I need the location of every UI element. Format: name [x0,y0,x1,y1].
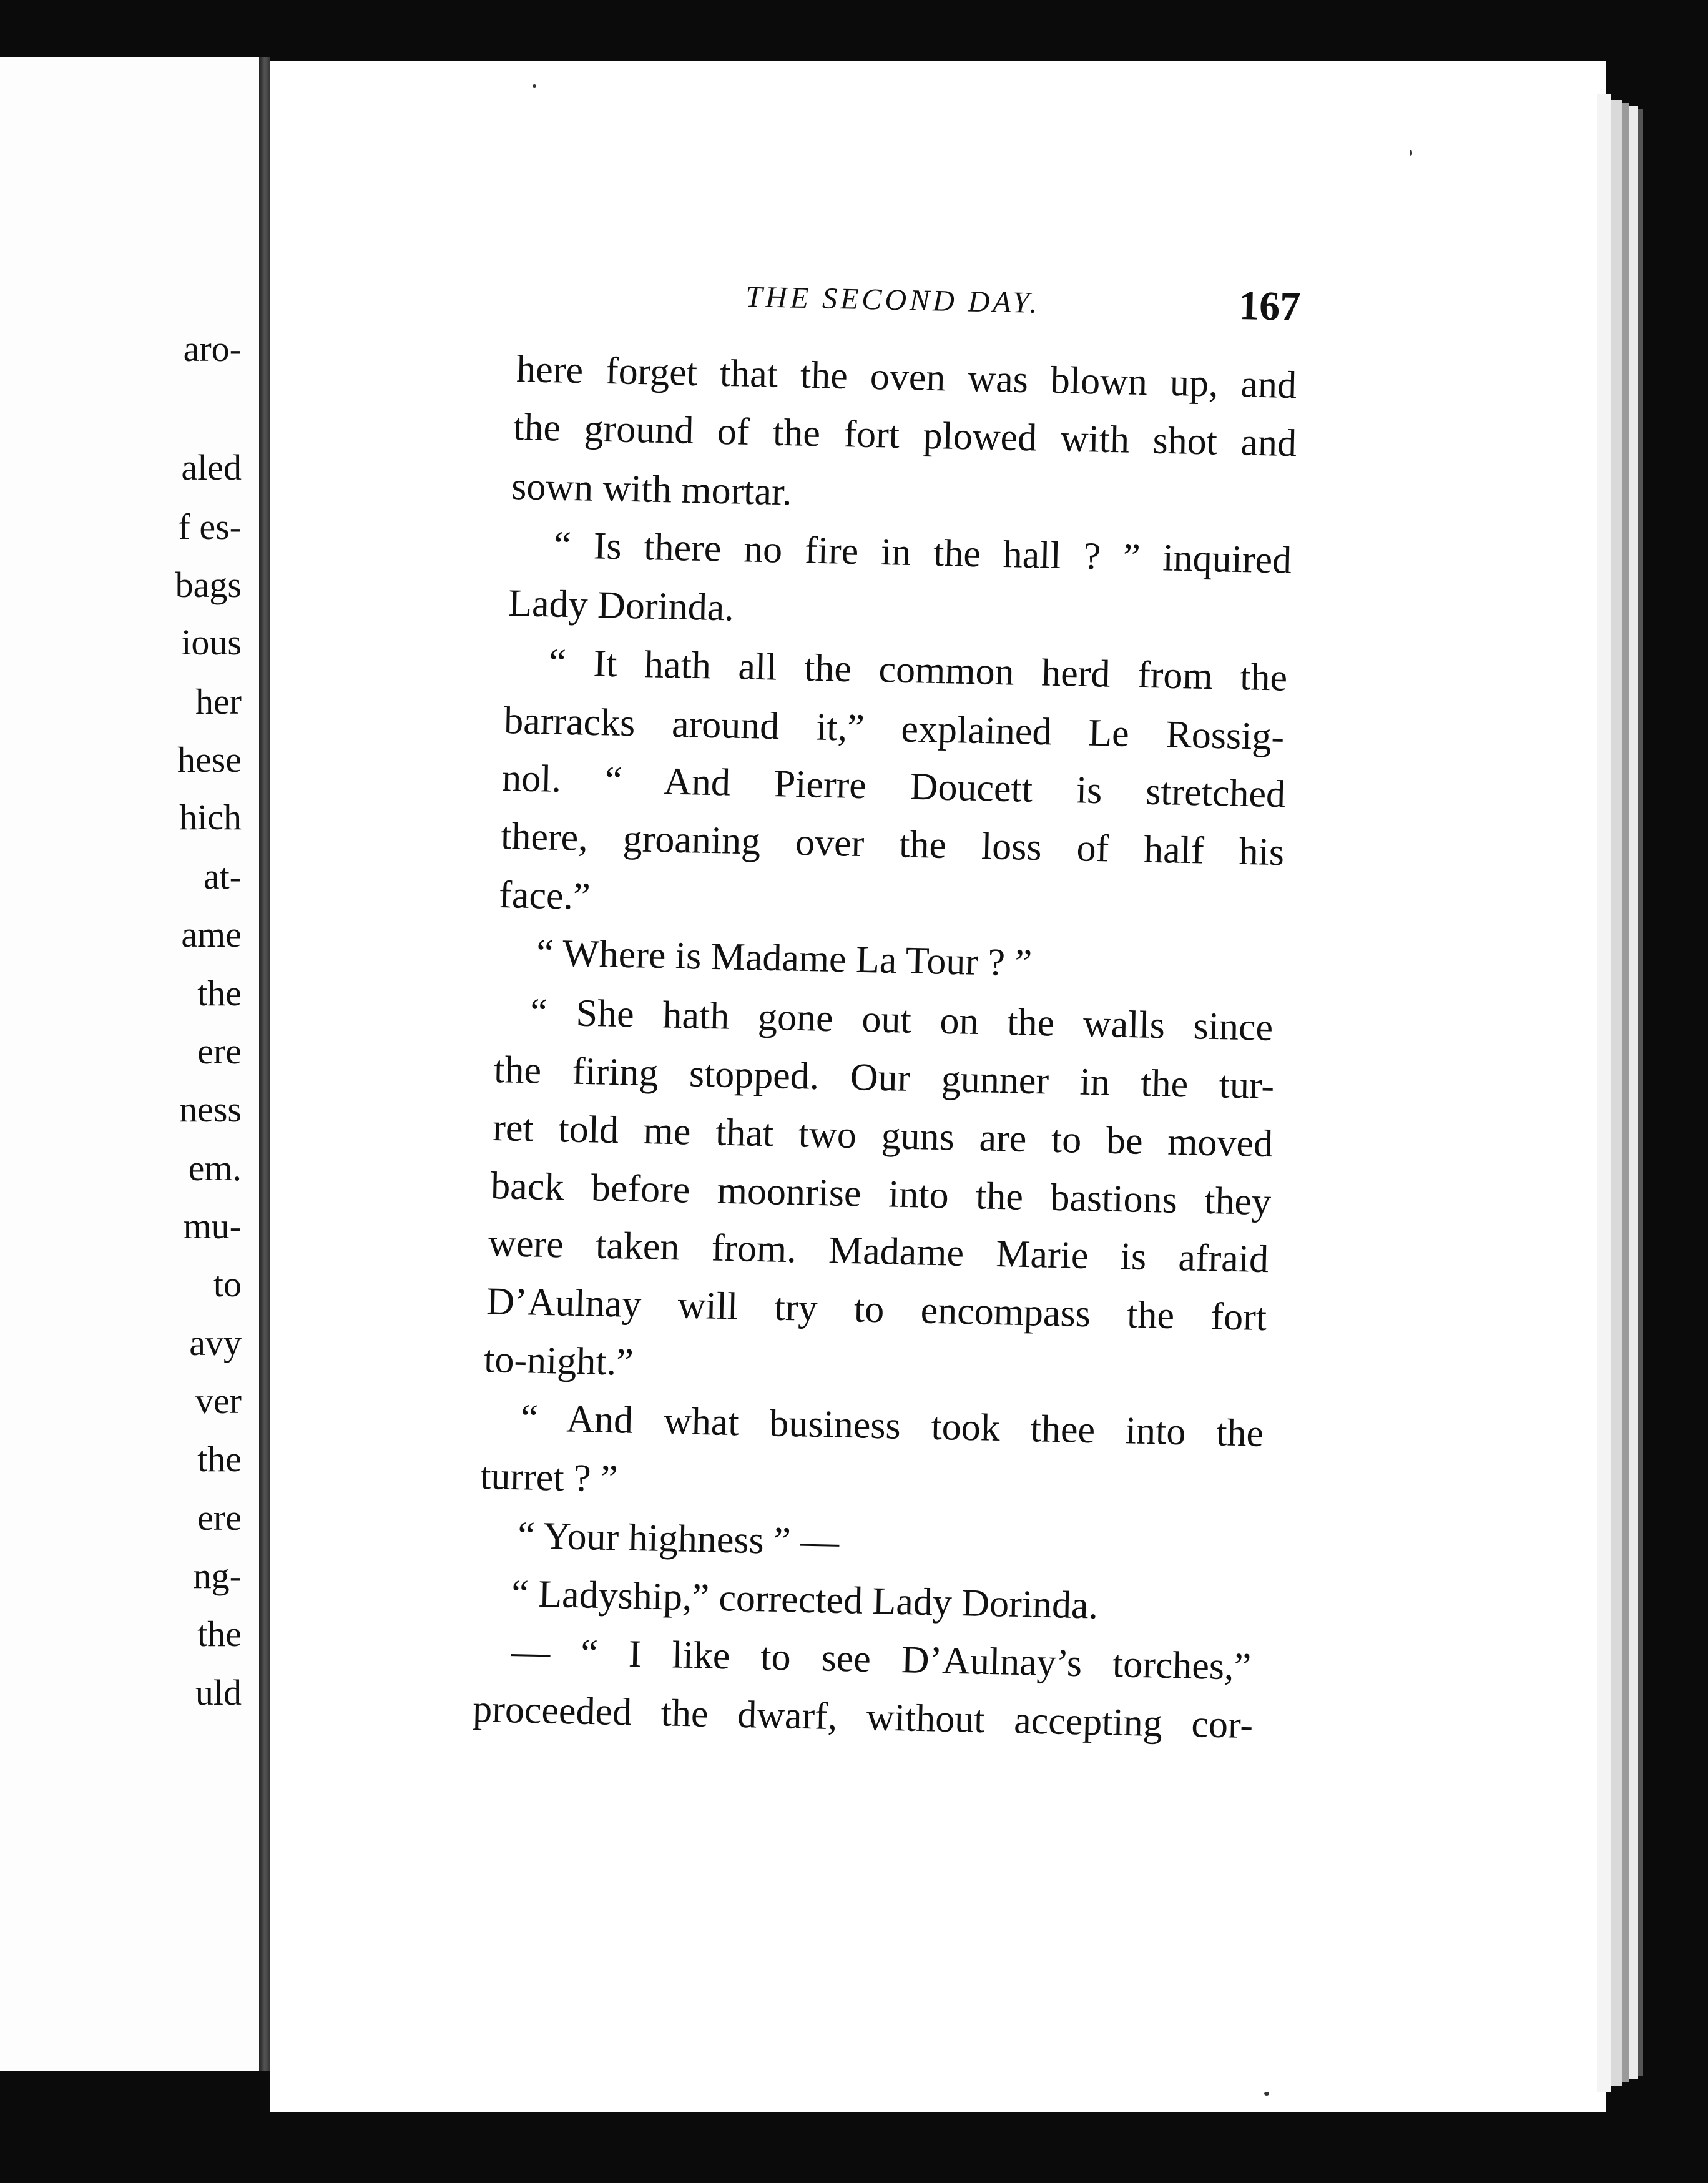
speck [533,84,536,88]
running-head: THE SECOND DAY. [745,280,1041,320]
left-page-fragment: ng- [193,1555,242,1596]
text-line: “ Your highness ” — [517,1514,840,1564]
text-line: — “ I like to see D’Aulnay’s torches,” [511,1630,1252,1688]
left-page-fragment: ere [197,1497,242,1538]
text-line: nol. “ And Pierre Doucett is stretched [501,757,1286,816]
text-line: here forget that the oven was blown up, and [516,348,1297,407]
text-line: “ Is there no fire in the hall ? ” inquired [553,524,1292,582]
text-line: turret ? ” [479,1455,619,1501]
left-page-fragment: ere [197,1031,242,1072]
left-page-fragment: at- [203,856,242,897]
text-line: the firing stopped. Our gunner in the tur- [493,1048,1275,1108]
text-line: “ It hath all the common herd from the [548,641,1288,699]
left-page-fragment: ness [179,1089,242,1130]
text-line: were taken from. Madame Marie is afraid [488,1222,1269,1281]
left-page-fragment: f es- [178,506,242,547]
left-page-fragment: the [197,1439,242,1479]
text-line: face.” [498,874,591,919]
text-line: “ Ladyship,” corrected Lady Dorinda. [511,1572,1099,1627]
text-line: back before moonrise into the bastions they [490,1165,1272,1224]
left-page-fragment: uld [195,1672,242,1713]
text-line: D’Aulnay will try to encompass the fort [486,1280,1267,1339]
left-page-fragment: em. [188,1148,242,1188]
text-line: the ground of the fort plowed with shot and [513,406,1297,465]
speck [1264,2092,1269,2096]
left-page-fragment: aro- [183,328,242,369]
text-line: sown with mortar. [511,465,793,514]
text-line: Lady Dorinda. [508,582,735,629]
left-page-fragment: mu- [183,1206,242,1246]
page-number: 167 [1238,282,1301,330]
left-page-fragment: the [197,1614,242,1654]
text-line: to-night.” [483,1338,634,1384]
left-page-fragment: bags [175,564,242,605]
left-page-fragment: ious [181,622,242,663]
left-page-fragment: her [195,681,242,722]
left-page-fragment: aled [181,447,242,488]
left-page-fragment: hich [179,797,242,837]
text-line: “ Where is Madame La Tour ? ” [536,932,1033,985]
left-page-fragment: ver [195,1381,242,1421]
text-line: barracks around it,” explained Le Rossig- [503,699,1285,759]
left-page-fragment: ame [181,914,242,955]
text-line: “ And what business took thee into the [520,1397,1264,1455]
speck [1410,150,1412,156]
text-line: “ She hath gone out on the walls since [529,991,1274,1049]
text-line: proceeded the dwarf, without accepting cor- [472,1688,1254,1747]
left-page-fragment: avy [189,1323,242,1363]
text-line: there, groaning over the loss of half his [500,815,1285,874]
left-page-fragment: hese [177,739,242,780]
left-page-fragment: the [197,973,242,1013]
text-line: ret told me that two guns are to be moved [492,1106,1274,1166]
left-page-fragment: to [213,1264,242,1304]
